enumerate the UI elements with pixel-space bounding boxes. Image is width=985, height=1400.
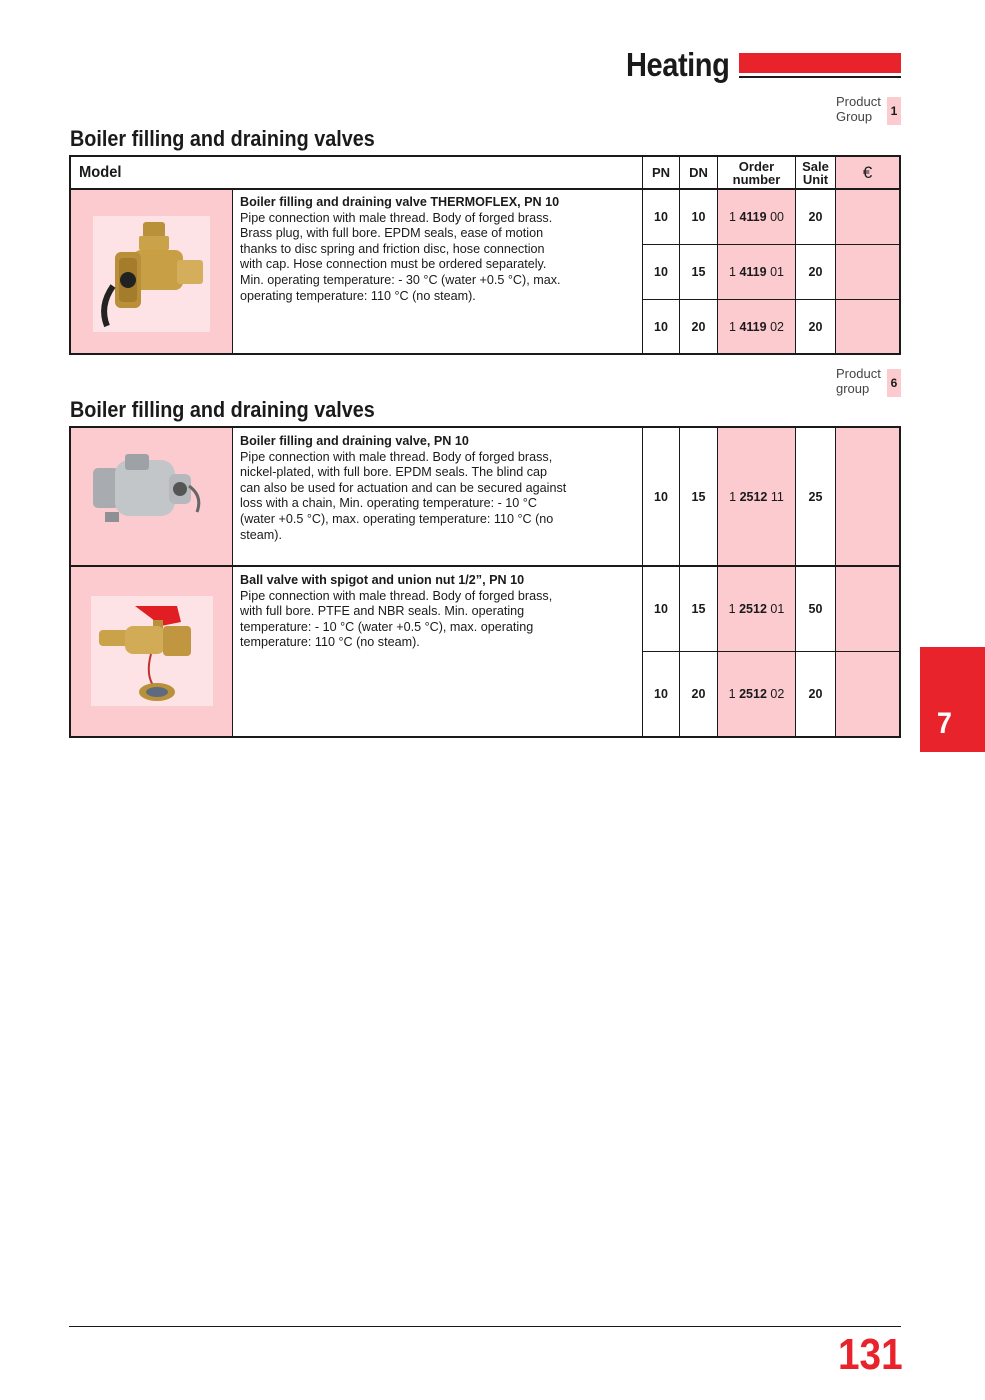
product-description [240,573,570,651]
product-name: Boiler filling and draining valve THERMOFLEX, PN 10 [240,195,560,209]
product-description [240,434,570,543]
pn-value: 10 [654,687,668,701]
product-name: Ball valve with spigot and union nut 1/2”, PN 10 [240,573,525,587]
pn-value: 10 [654,265,668,279]
pn-value: 10 [654,602,668,616]
product-image [91,596,213,706]
chapter-tab [920,647,985,752]
column-header-sale-unit: Sale Unit [802,158,829,187]
column-header-order-number: Order number [732,158,781,187]
heading-rule [739,76,901,78]
page-number: 131 [838,1330,903,1379]
product-details: Pipe connection with male thread. Body of forged brass. Brass plug, with full bore. EPDM seals, ease of motion thanks to disc spring and friction disc, hose connection with cap. Hose connection must be ordered separately. Min. operating temperature: - 30 °C (water +0.5 °C), max. operating temperature: 110 °C (no steam). [240,210,561,303]
order-number: 1 4119 01 [729,265,784,279]
chapter-number: 7 [936,707,952,740]
dn-value: 15 [691,602,706,616]
sale-unit-value: 20 [808,265,823,279]
page-heading: Heating [626,46,730,83]
product-group-label-1: Product Group [836,94,881,124]
product-image [93,216,210,332]
pn-value: 10 [654,210,668,224]
product-table-1 [69,155,901,355]
pn-value: 10 [654,489,668,504]
product-description [240,195,570,304]
section-title-2: Boiler filling and draining valves [70,397,375,422]
dn-value: 20 [691,687,706,701]
order-number: 1 2512 01 [728,602,785,616]
sale-unit-value: 20 [808,687,823,701]
product-details: Pipe connection with male thread. Body of forged brass, with full bore. PTFE and NBR seals. Min. operating temperature: - 10 °C (water +0.5 °C), max. operating temperature: 110 °C (no steam). [240,588,553,650]
sale-unit-value: 50 [808,602,823,616]
product-group-number-2: 6 [887,369,901,397]
product-name: Boiler filling and draining valve, PN 10 [240,434,469,448]
order-number: 1 2512 11 [729,489,784,504]
column-header-pn: PN [651,165,671,180]
ball-valve-icon [91,596,213,706]
dn-value: 15 [691,265,706,279]
order-number: 1 4119 00 [729,210,784,224]
product-group-number-1: 1 [887,97,901,125]
dn-value: 15 [691,489,706,504]
product-image [85,446,215,536]
product-group-label-2: Product group [836,366,881,396]
pn-value: 10 [654,319,668,334]
order-number: 1 2512 02 [728,687,785,701]
footer-rule [69,1326,901,1327]
sale-unit-value: 25 [808,489,823,504]
column-header-dn: DN [689,165,708,180]
product-details: Pipe connection with male thread. Body of forged brass, nickel-plated, with full bore. EPDM seals. The blind cap can also be used for actuation and can be secured against loss with a chain, Min. operating temperature: - 10 °C (water +0.5 °C), max. operating temperature: 110 °C (no steam). [240,449,567,542]
section-title-1: Boiler filling and draining valves [70,126,375,151]
product-table-2 [69,426,901,738]
sale-unit-value: 20 [808,319,823,334]
column-header-model: Model [79,163,122,181]
heading-accent-bar [739,53,901,73]
dn-value: 10 [691,210,706,224]
column-header-price: € [862,163,873,182]
dn-value: 20 [691,319,706,334]
thermoflex-valve-icon [93,216,210,332]
order-number: 1 4119 02 [729,319,784,334]
sale-unit-value: 20 [808,210,823,224]
nickel-valve-icon [85,446,215,536]
